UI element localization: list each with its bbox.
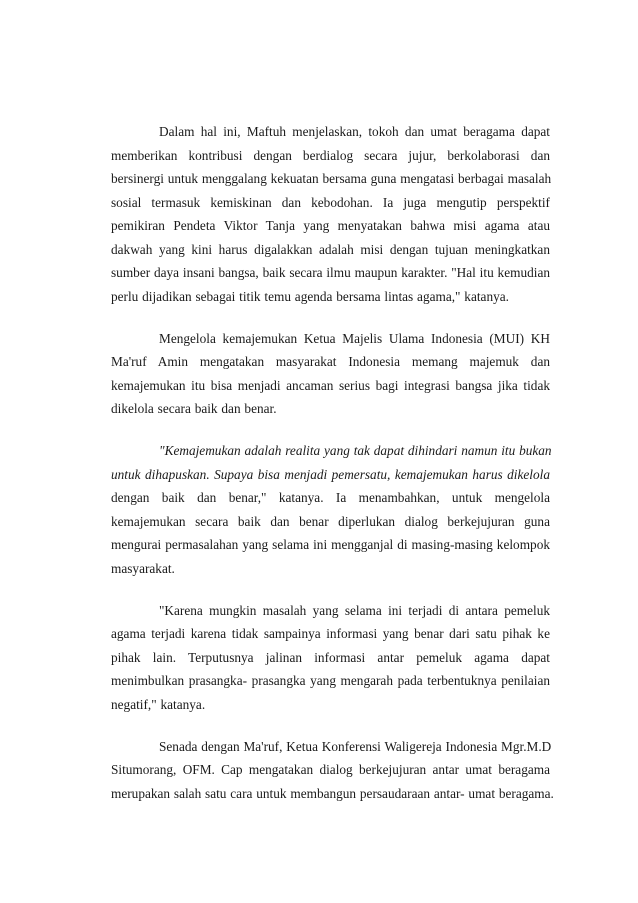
paragraph-line: Situmorang, OFM. Cap mengatakan dialog berkejujuran antar umat beragama <box>111 762 550 777</box>
paragraph-line: dengan baik dan benar," katanya. Ia menambahkan, untuk mengelola <box>111 490 550 505</box>
paragraph-line: menimbulkan prasangka- prasangka yang mengarah pada terbentuknya penilaian <box>111 673 550 688</box>
paragraph-line: dikelola secara baik dan benar. <box>111 401 277 416</box>
paragraph-line: dakwah yang kini harus digalakkan adalah misi dengan tujuan meningkatkan <box>111 241 550 257</box>
document-body <box>111 120 554 824</box>
paragraph-line: "Kemajemukan adalah realita yang tak dapat dihindari namun itu bukan <box>159 443 552 458</box>
paragraph-line: kemajemukan itu bisa menjadi ancaman serius bagi integrasi bangsa jika tidak <box>111 377 550 393</box>
paragraph-line: Dalam hal ini, Maftuh menjelaskan, tokoh dan umat beragama dapat <box>159 124 550 139</box>
paragraph-line: kemajemukan secara baik dan benar diperlukan dialog berkejujuran guna <box>111 513 550 529</box>
paragraph-2 <box>111 327 550 421</box>
paragraph-line: memberikan kontribusi dengan berdialog secara jujur, berkolaborasi dan <box>111 147 550 163</box>
paragraph-1 <box>111 120 550 308</box>
paragraph-line: masyarakat. <box>111 560 175 576</box>
paragraph-line: agama terjadi karena tidak sampainya informasi yang benar dari satu pihak ke <box>111 626 550 641</box>
paragraph-line: Mengelola kemajemukan Ketua Majelis Ulama Indonesia (MUI) KH <box>159 330 550 346</box>
paragraph-line: untuk dihapuskan. Supaya bisa menjadi pemersatu, kemajemukan harus dikelola <box>111 466 550 482</box>
paragraph-5 <box>111 735 554 806</box>
paragraph-line: pemikiran Pendeta Viktor Tanja yang menyatakan bahwa misi agama atau <box>111 218 550 233</box>
paragraph-line: "Karena mungkin masalah yang selama ini terjadi di antara pemeluk <box>159 602 550 618</box>
paragraph-line: Ma'ruf Amin mengatakan masyarakat Indonesia memang majemuk dan <box>111 354 550 369</box>
paragraph-3 <box>111 439 550 580</box>
paragraph-line: mengurai permasalahan yang selama ini mengganjal di masing-masing kelompok <box>111 537 550 552</box>
paragraph-line: bersinergi untuk menggalang kekuatan bersama guna mengatasi berbagai masalah <box>111 171 552 186</box>
paragraph-line: negatif," katanya. <box>111 696 206 712</box>
paragraph-line: merupakan salah satu cara untuk membangun persaudaraan antar- umat beragama. <box>111 785 554 801</box>
paragraph-line: Senada dengan Ma'ruf, Ketua Konferensi Waligereja Indonesia Mgr.M.D <box>159 738 552 754</box>
paragraph-line: sosial termasuk kemiskinan dan kebodohan. Ia juga mengutip perspektif <box>111 194 550 210</box>
paragraph-line: pihak lain. Terputusnya jalinan informasi antar pemeluk agama dapat <box>111 649 550 665</box>
paragraph-line: sumber daya insani bangsa, baik secara ilmu maupun karakter. "Hal itu kemudian <box>111 265 550 280</box>
paragraph-4 <box>111 599 550 717</box>
paragraph-line: perlu dijadikan sebagai titik temu agenda bersama lintas agama," katanya. <box>111 288 509 304</box>
